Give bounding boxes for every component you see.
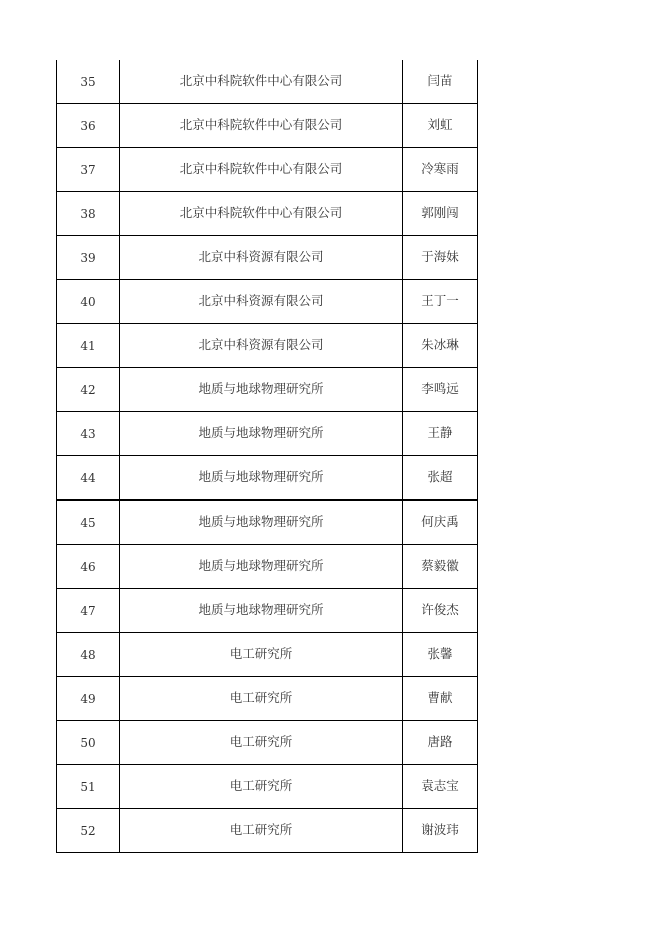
table-row xyxy=(57,809,478,853)
roster-table xyxy=(56,60,478,853)
organization: 地质与地球物理研究所 xyxy=(120,412,403,456)
organization: 北京中科院软件中心有限公司 xyxy=(120,192,403,236)
person-name: 张馨 xyxy=(403,633,478,677)
organization: 电工研究所 xyxy=(120,633,403,677)
organization: 地质与地球物理研究所 xyxy=(120,456,403,501)
table-row xyxy=(57,456,478,501)
organization: 地质与地球物理研究所 xyxy=(120,368,403,412)
row-number: 43 xyxy=(57,412,120,456)
person-name: 何庆禹 xyxy=(403,500,478,545)
organization: 地质与地球物理研究所 xyxy=(120,500,403,545)
row-number: 47 xyxy=(57,589,120,633)
person-name: 朱冰琳 xyxy=(403,324,478,368)
row-number: 39 xyxy=(57,236,120,280)
row-number: 42 xyxy=(57,368,120,412)
person-name: 刘虹 xyxy=(403,104,478,148)
person-name: 闫苗 xyxy=(403,60,478,104)
table-row xyxy=(57,104,478,148)
table-row xyxy=(57,721,478,765)
row-number: 40 xyxy=(57,280,120,324)
table-row xyxy=(57,765,478,809)
row-number: 52 xyxy=(57,809,120,853)
person-name: 袁志宝 xyxy=(403,765,478,809)
organization: 北京中科院软件中心有限公司 xyxy=(120,148,403,192)
organization: 北京中科资源有限公司 xyxy=(120,280,403,324)
row-number: 50 xyxy=(57,721,120,765)
row-number: 46 xyxy=(57,545,120,589)
person-name: 王丁一 xyxy=(403,280,478,324)
table-row xyxy=(57,192,478,236)
table-row xyxy=(57,368,478,412)
person-name: 曹献 xyxy=(403,677,478,721)
row-number: 49 xyxy=(57,677,120,721)
table-row xyxy=(57,280,478,324)
table-row xyxy=(57,589,478,633)
person-name: 谢波玮 xyxy=(403,809,478,853)
table-row xyxy=(57,545,478,589)
organization: 北京中科院软件中心有限公司 xyxy=(120,104,403,148)
organization: 电工研究所 xyxy=(120,677,403,721)
row-number: 51 xyxy=(57,765,120,809)
person-name: 冷寒雨 xyxy=(403,148,478,192)
person-name: 张超 xyxy=(403,456,478,501)
row-number: 45 xyxy=(57,500,120,545)
organization: 北京中科院软件中心有限公司 xyxy=(120,60,403,104)
organization: 电工研究所 xyxy=(120,809,403,853)
organization: 电工研究所 xyxy=(120,765,403,809)
organization: 电工研究所 xyxy=(120,721,403,765)
table-row xyxy=(57,60,478,104)
person-name: 李鸣远 xyxy=(403,368,478,412)
person-name: 郭刚闯 xyxy=(403,192,478,236)
row-number: 37 xyxy=(57,148,120,192)
person-name: 王静 xyxy=(403,412,478,456)
row-number: 48 xyxy=(57,633,120,677)
table-row xyxy=(57,412,478,456)
table-row xyxy=(57,633,478,677)
table-row xyxy=(57,500,478,545)
row-number: 44 xyxy=(57,456,120,501)
person-name: 许俊杰 xyxy=(403,589,478,633)
row-number: 36 xyxy=(57,104,120,148)
row-number: 35 xyxy=(57,60,120,104)
person-name: 于海妹 xyxy=(403,236,478,280)
organization: 地质与地球物理研究所 xyxy=(120,589,403,633)
table-row xyxy=(57,148,478,192)
organization: 北京中科资源有限公司 xyxy=(120,324,403,368)
table-row xyxy=(57,236,478,280)
table-row xyxy=(57,677,478,721)
row-number: 41 xyxy=(57,324,120,368)
row-number: 38 xyxy=(57,192,120,236)
table-row xyxy=(57,324,478,368)
person-name: 唐路 xyxy=(403,721,478,765)
organization: 地质与地球物理研究所 xyxy=(120,545,403,589)
person-name: 蔡毅徽 xyxy=(403,545,478,589)
organization: 北京中科资源有限公司 xyxy=(120,236,403,280)
